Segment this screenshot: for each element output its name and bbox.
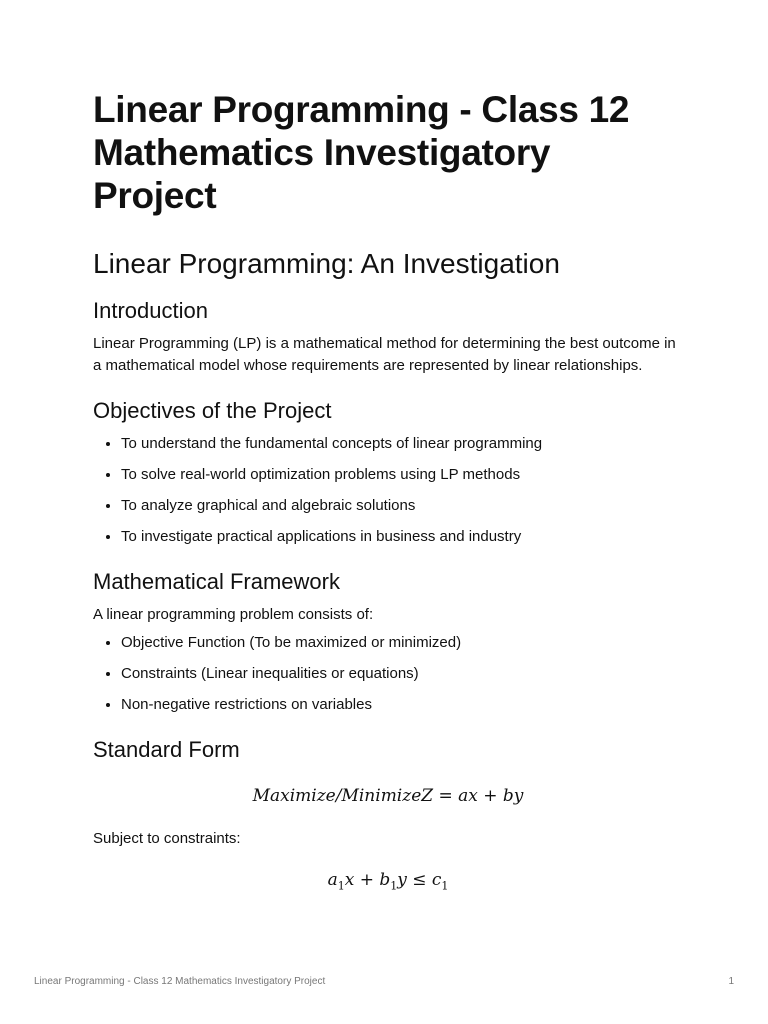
subject-to-text: Subject to constraints: [93, 830, 241, 847]
constraint-equation [93, 868, 683, 898]
framework-intro: A linear programming problem consists of: [93, 606, 374, 623]
list-item: • To analyze graphical and algebraic solutions [121, 495, 683, 517]
introduction-text: Linear Programming (LP) is a mathematical method for determining the best outcome in a mathematical model whose requirements are represented by linear relationships. [93, 335, 676, 374]
constraint-c-sub: 1 [441, 879, 449, 893]
document-body [93, 88, 683, 898]
list-item: • To understand the fundamental concepts of linear programming [121, 433, 683, 455]
introduction-heading: Introduction [93, 298, 208, 323]
objectives-heading: Objectives of the Project [93, 398, 332, 423]
constraint-a: a [327, 870, 338, 890]
page-number: 1 [728, 976, 734, 987]
constraint-mid2: y ≤ c [397, 870, 442, 890]
framework-list [93, 632, 683, 716]
document-title: Linear Programming - Class 12 Mathematics Investigatory Project [93, 89, 630, 216]
constraint-a-sub: 1 [337, 879, 345, 893]
page-footer [34, 976, 734, 987]
constraint-b-sub: 1 [390, 879, 398, 893]
standard-form-heading: Standard Form [93, 737, 240, 762]
list-item: • Constraints (Linear inequalities or equations) [121, 663, 683, 685]
list-item: • To solve real-world optimization problems using LP methods [121, 464, 683, 486]
objectives-list [93, 433, 683, 548]
list-item: • Non-negative restrictions on variables [121, 694, 683, 716]
objective-equation: Maximize/MinimizeZ = ax + by [252, 786, 524, 806]
list-item: • To investigate practical applications in business and industry [121, 526, 683, 548]
footer-title: Linear Programming - Class 12 Mathematics Investigatory Project [34, 976, 326, 987]
document-subtitle: Linear Programming: An Investigation [93, 248, 560, 279]
framework-heading: Mathematical Framework [93, 569, 340, 594]
list-item: • Objective Function (To be maximized or minimized) [121, 632, 683, 654]
constraint-mid1: x + b [344, 870, 391, 890]
